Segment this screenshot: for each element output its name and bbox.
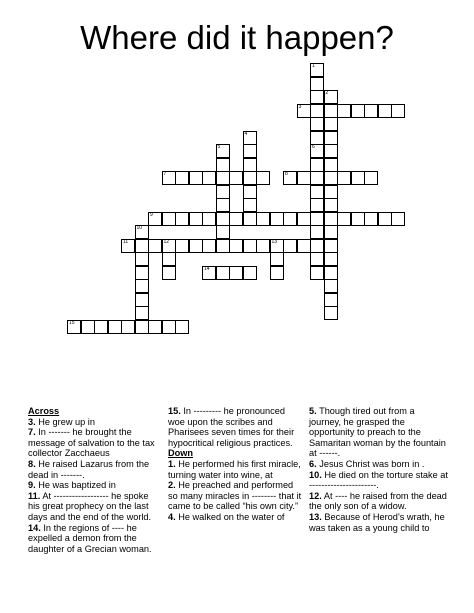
grid-cell[interactable]: [135, 293, 149, 307]
clue-across-15: 15. In --------- he pronounced woe upon the scribes and Pharisees seven times for their hypocritical religious practices.: [168, 406, 295, 448]
grid-cell[interactable]: [148, 239, 162, 253]
grid-cell[interactable]: [216, 239, 230, 253]
grid-cell[interactable]: [243, 144, 257, 158]
grid-cell[interactable]: [229, 266, 243, 280]
grid-cell[interactable]: [189, 239, 203, 253]
grid-cell[interactable]: [162, 212, 176, 226]
grid-cell[interactable]: [337, 171, 351, 185]
grid-cell[interactable]: [324, 171, 338, 185]
grid-cell[interactable]: [94, 320, 108, 334]
grid-cell[interactable]: [297, 104, 311, 118]
grid-cell[interactable]: [81, 320, 95, 334]
grid-cell[interactable]: [364, 212, 378, 226]
grid-cell[interactable]: [310, 144, 324, 158]
grid-number: 11: [123, 238, 129, 245]
grid-number: 6: [312, 144, 315, 150]
grid-cell[interactable]: [108, 320, 122, 334]
grid-number: 9: [150, 211, 153, 218]
clue-down-1: 1. He performed his first miracle, turning water into wine, at: [168, 458, 301, 480]
clue-across-7: 7. In ------- he brought the message of salvation to the tax collector Zacchaeus: [28, 427, 155, 459]
clues-column-2: [168, 406, 303, 523]
grid-cell[interactable]: [283, 212, 297, 226]
grid-cell[interactable]: [162, 252, 176, 266]
grid-cell[interactable]: [310, 171, 324, 185]
grid-cell[interactable]: [135, 306, 149, 320]
grid-cell[interactable]: [324, 185, 338, 199]
grid-cell[interactable]: [324, 266, 338, 280]
grid-cell[interactable]: [243, 131, 257, 145]
grid-cell[interactable]: [216, 171, 230, 185]
grid-cell[interactable]: [270, 239, 284, 253]
grid-cell[interactable]: [310, 225, 324, 239]
grid-cell[interactable]: [310, 158, 324, 172]
grid-cell[interactable]: [351, 212, 365, 226]
grid-cell[interactable]: [297, 171, 311, 185]
grid-cell[interactable]: [324, 252, 338, 266]
grid-cell[interactable]: [135, 320, 149, 334]
grid-cell[interactable]: [243, 239, 257, 253]
grid-cell[interactable]: [175, 171, 189, 185]
grid-number: 2: [325, 90, 329, 96]
grid-cell[interactable]: [310, 266, 324, 280]
grid-cell[interactable]: [378, 104, 392, 118]
grid-cell[interactable]: [310, 185, 324, 199]
grid-cell[interactable]: [310, 131, 324, 145]
grid-cell[interactable]: [283, 239, 297, 253]
grid-cell[interactable]: [243, 212, 257, 226]
grid-cell[interactable]: [175, 212, 189, 226]
clue-down-5: 5. Though tired out from a journey, he grasped the opportunity to preach to the Samaritan woman by the fountain at ------.: [309, 406, 446, 459]
grid-cell[interactable]: [270, 252, 284, 266]
grid-cell[interactable]: [324, 198, 338, 212]
grid-cell[interactable]: [324, 306, 338, 320]
grid-number: 5: [217, 144, 221, 150]
grid-cell[interactable]: [121, 320, 135, 334]
grid-cell[interactable]: [135, 266, 149, 280]
grid-cell[interactable]: [216, 225, 230, 239]
grid-number: 7: [163, 171, 167, 177]
grid-cell[interactable]: [229, 171, 243, 185]
grid-cell[interactable]: [175, 320, 189, 334]
grid-cell[interactable]: [351, 171, 365, 185]
grid-cell[interactable]: [216, 212, 230, 226]
grid-cell[interactable]: [297, 239, 311, 253]
grid-number: 1: [312, 63, 315, 69]
clue-down-13: 13. Because of Herod’s wrath, he was taken as a young child to: [309, 511, 445, 533]
grid-cell[interactable]: [310, 77, 324, 91]
grid-number: 10: [136, 225, 143, 231]
grid-cell[interactable]: [310, 212, 324, 226]
grid-cell[interactable]: [324, 144, 338, 158]
grid-cell[interactable]: [148, 320, 162, 334]
grid-number: 14: [204, 265, 210, 272]
grid-cell[interactable]: [324, 225, 338, 239]
clue-across-14: 14. In the regions of ---- he expelled a demon from the daughter of a Grecian woman.: [28, 522, 152, 554]
grid-cell[interactable]: [162, 320, 176, 334]
down-heading: Down: [168, 448, 194, 459]
grid-cell[interactable]: [243, 171, 257, 185]
grid-cell[interactable]: [310, 239, 324, 253]
grid-cell[interactable]: [162, 266, 176, 280]
page-title: Where did it happen?: [80, 19, 394, 56]
grid-cell[interactable]: [202, 239, 216, 253]
clues-column-1: [28, 406, 162, 554]
grid-cell[interactable]: [67, 320, 81, 334]
grid-cell[interactable]: [310, 117, 324, 131]
grid-cell[interactable]: [216, 266, 230, 280]
across-heading: Across: [28, 406, 60, 416]
grid-cell[interactable]: [391, 212, 405, 226]
grid-cell[interactable]: [324, 104, 338, 118]
grid-cell[interactable]: [148, 212, 162, 226]
grid-cell[interactable]: [324, 212, 338, 226]
grid-number: 4: [244, 130, 248, 137]
grid-cell[interactable]: [162, 171, 176, 185]
grid-cell[interactable]: [310, 198, 324, 212]
grid-cell[interactable]: [243, 266, 257, 280]
clue-down-12: 12. At ---- he raised from the dead the only son of a widow.: [309, 490, 447, 512]
grid-cell[interactable]: [189, 212, 203, 226]
grid-cell[interactable]: [216, 198, 230, 212]
grid-cell[interactable]: [297, 212, 311, 226]
clue-down-4: 4. He walked on the water of: [168, 511, 285, 522]
grid-cell[interactable]: [324, 279, 338, 293]
clue-across-8: 8. He raised Lazarus from the dead in -------.: [28, 458, 150, 480]
grid-cell[interactable]: [310, 104, 324, 118]
grid-cell[interactable]: [189, 171, 203, 185]
grid-cell[interactable]: [162, 239, 176, 253]
grid-cell[interactable]: [216, 158, 230, 172]
clue-down-2: 2. He preached and performed so many miracles in -------- that it came to be called “his own city.”: [168, 480, 302, 512]
grid-cell[interactable]: [256, 239, 270, 253]
grid-cell[interactable]: [310, 90, 324, 104]
grid-cell[interactable]: [270, 266, 284, 280]
grid-cell[interactable]: [243, 185, 257, 199]
grid-cell[interactable]: [391, 104, 405, 118]
clue-across-9: 9. He was baptized in: [28, 480, 116, 491]
grid-cell[interactable]: [324, 117, 338, 131]
clues-column-3: [309, 406, 449, 533]
grid-cell[interactable]: [243, 158, 257, 172]
grid-cell[interactable]: [270, 212, 284, 226]
grid-cell[interactable]: [324, 90, 338, 104]
grid-cell[interactable]: [243, 198, 257, 212]
grid-cell[interactable]: [256, 212, 270, 226]
grid-cell[interactable]: [364, 104, 378, 118]
grid-number: 15: [69, 319, 75, 326]
grid-cell[interactable]: [135, 252, 149, 266]
grid-cell[interactable]: [283, 171, 297, 185]
grid-cell[interactable]: [310, 252, 324, 266]
grid-cell[interactable]: [229, 239, 243, 253]
clue-down-6: 6. Jesus Christ was born in .: [309, 458, 425, 469]
grid-cell[interactable]: [337, 212, 351, 226]
grid-cell[interactable]: [364, 171, 378, 185]
grid-cell[interactable]: [135, 239, 149, 253]
grid-cell[interactable]: [256, 171, 270, 185]
grid-cell[interactable]: [337, 104, 351, 118]
grid-cell[interactable]: [324, 239, 338, 253]
grid-cell[interactable]: [229, 212, 243, 226]
grid-cell[interactable]: [378, 212, 392, 226]
grid-cell[interactable]: [324, 293, 338, 307]
grid-number: 8: [285, 171, 288, 177]
grid-cell[interactable]: [135, 225, 149, 239]
grid-number: 13: [271, 238, 278, 245]
grid-cell[interactable]: [175, 239, 189, 253]
grid-cell[interactable]: [202, 212, 216, 226]
grid-number: 12: [163, 238, 170, 245]
grid-cell[interactable]: [351, 104, 365, 118]
grid-cell[interactable]: [135, 279, 149, 293]
clue-across-3: 3. He grew up in: [28, 416, 95, 427]
grid-cell[interactable]: [121, 239, 135, 253]
clue-across-11: 11. At ------------------ he spoke his great prophecy on the last days and the end of the world.: [28, 490, 152, 522]
grid-cell[interactable]: [202, 171, 216, 185]
grid-cell[interactable]: [202, 266, 216, 280]
grid-cell[interactable]: [324, 158, 338, 172]
grid-cell[interactable]: [216, 185, 230, 199]
grid-cell[interactable]: [216, 144, 230, 158]
clue-down-10: 10. He died on the torture stake at ----------------------.: [309, 469, 448, 491]
grid-number: 3: [298, 103, 302, 110]
grid-cell[interactable]: [324, 131, 338, 145]
grid-cell[interactable]: [310, 63, 324, 77]
